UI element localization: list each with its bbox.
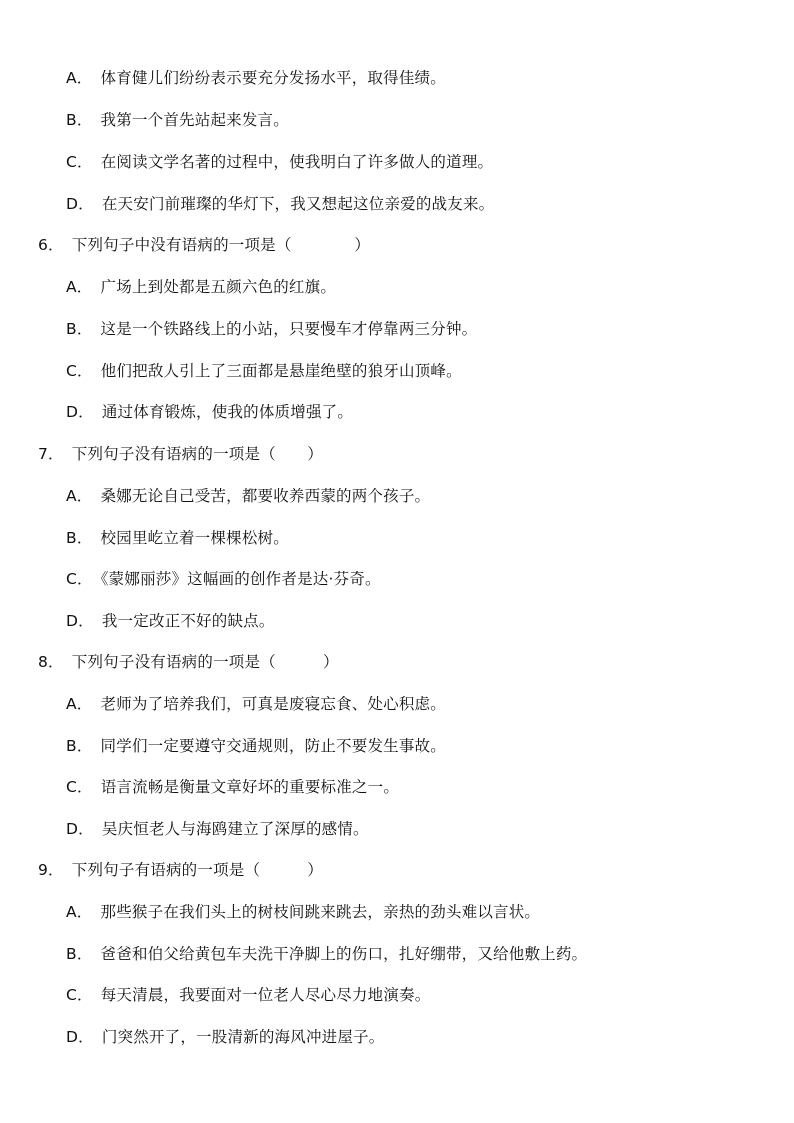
option-9b — [66, 944, 587, 964]
option-text: 语言流畅是衡量文章好坏的重要标准之一。 — [100, 778, 400, 796]
option-text: 每天清晨，我要面对一位老人尽心尽力地演奏。 — [100, 986, 431, 1004]
question-number: 6． — [38, 236, 64, 254]
question-9 — [38, 860, 323, 880]
option-label: D． — [66, 612, 94, 630]
option-label: D． — [66, 1028, 94, 1046]
option-text: 在阅读文学名著的过程中，使我明白了许多做人的道理。 — [100, 153, 494, 171]
option-text: 爸爸和伯父给黄包车夫洗干净脚上的伤口，扎好绷带，又给他敷上药。 — [100, 945, 588, 963]
option-text: 同学们一定要遵守交通规则，防止不要发生事故。 — [100, 737, 446, 755]
question-text: 下列句子中没有语病的一项是（ ） — [71, 236, 371, 254]
option-7d — [66, 611, 275, 631]
option-8c — [66, 777, 399, 797]
question-number: 9． — [38, 861, 64, 879]
option-label: D． — [66, 403, 94, 421]
option-5b — [66, 110, 289, 130]
option-label: C． — [66, 153, 93, 171]
option-label: A． — [66, 695, 93, 713]
question-text: 下列句子没有语病的一项是（ ） — [71, 445, 323, 463]
option-text: 老师为了培养我们，可真是废寝忘食、处心积虑。 — [100, 695, 446, 713]
option-text: 门突然开了，一股清新的海风冲进屋子。 — [101, 1028, 385, 1046]
option-label: B． — [66, 737, 93, 755]
option-text: 他们把敌人引上了三面都是悬崖绝壁的狼牙山顶峰。 — [100, 362, 462, 380]
option-label: B． — [66, 945, 93, 963]
option-label: A． — [66, 278, 93, 296]
option-8b — [66, 736, 446, 756]
option-7a — [66, 486, 430, 506]
option-label: B． — [66, 320, 93, 338]
option-text: 《蒙娜丽莎》这幅画的创作者是达·芬奇。 — [100, 570, 381, 588]
question-text: 下列句子有语病的一项是（ ） — [71, 861, 323, 879]
option-9c — [66, 985, 430, 1005]
option-label: D． — [66, 820, 94, 838]
question-8 — [38, 652, 339, 672]
option-text: 体育健儿们纷纷表示要充分发扬水平，取得佳绩。 — [100, 69, 446, 87]
option-6d — [66, 402, 353, 422]
option-8d — [66, 819, 369, 839]
option-text: 这是一个铁路线上的小站，只要慢车才停靠两三分钟。 — [100, 320, 478, 338]
option-label: B． — [66, 111, 93, 129]
option-text: 我第一个首先站起来发言。 — [100, 111, 289, 129]
option-label: A． — [66, 69, 93, 87]
option-text: 广场上到处都是五颜六色的红旗。 — [100, 278, 337, 296]
option-5c — [66, 152, 493, 172]
option-text: 我一定改正不好的缺点。 — [101, 612, 275, 630]
option-7c — [66, 569, 381, 589]
question-number: 7． — [38, 445, 64, 463]
option-8a — [66, 694, 446, 714]
option-label: A． — [66, 903, 93, 921]
option-5d — [66, 194, 494, 214]
option-9a — [66, 902, 540, 922]
option-6a — [66, 277, 336, 297]
option-text: 桑娜无论自己受苦，都要收养西蒙的两个孩子。 — [100, 487, 431, 505]
option-label: C． — [66, 986, 93, 1004]
option-text: 校园里屹立着一棵棵松树。 — [100, 529, 289, 547]
question-text: 下列句子没有语病的一项是（ ） — [71, 653, 339, 671]
option-text: 在天安门前璀璨的华灯下，我又想起这位亲爱的战友来。 — [101, 195, 495, 213]
option-5a — [66, 68, 446, 88]
option-text: 吴庆恒老人与海鸥建立了深厚的感情。 — [101, 820, 369, 838]
option-label: C． — [66, 570, 93, 588]
option-text: 那些猴子在我们头上的树枝间跳来跳去，亲热的劲头难以言状。 — [100, 903, 541, 921]
question-7 — [38, 444, 323, 464]
option-label: C． — [66, 778, 93, 796]
question-number: 8． — [38, 653, 64, 671]
option-label: C． — [66, 362, 93, 380]
option-text: 通过体育锻炼，使我的体质增强了。 — [101, 403, 354, 421]
option-6b — [66, 319, 477, 339]
option-label: D． — [66, 195, 94, 213]
option-9d — [66, 1027, 384, 1047]
option-label: A． — [66, 487, 93, 505]
option-6c — [66, 361, 462, 381]
question-6 — [38, 235, 370, 255]
option-7b — [66, 528, 289, 548]
option-label: B． — [66, 529, 93, 547]
